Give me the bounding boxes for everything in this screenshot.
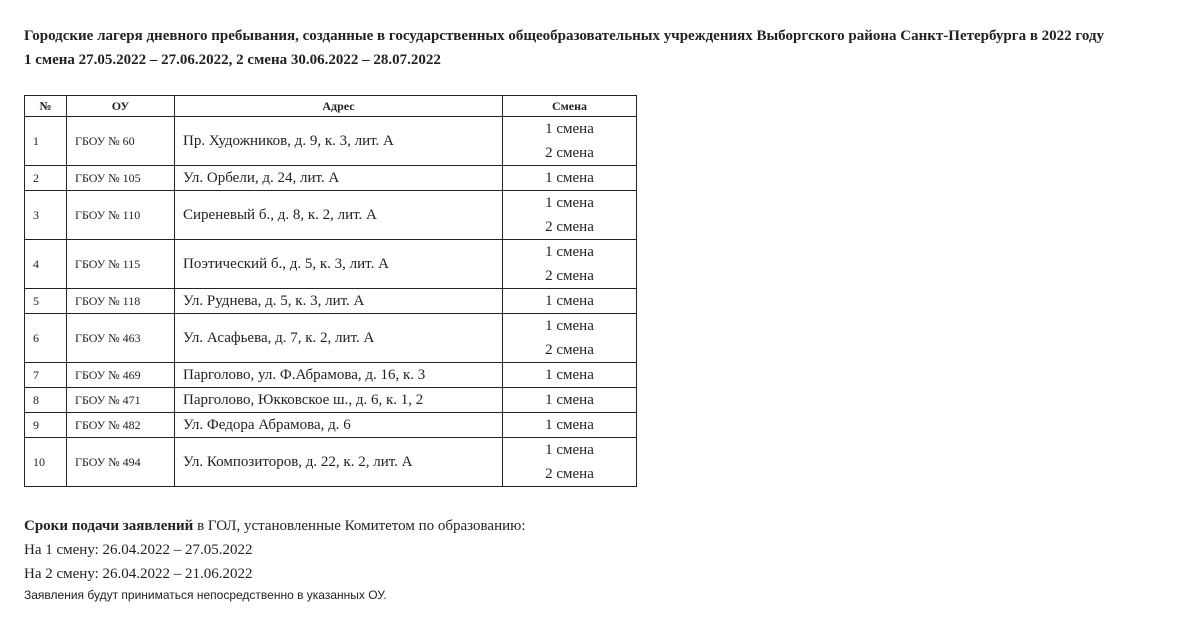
table-row bbox=[25, 363, 637, 388]
table-row bbox=[25, 314, 637, 363]
shift-label: 1 смена bbox=[545, 244, 594, 260]
table-row bbox=[25, 117, 637, 166]
shift-label: 1 смена bbox=[545, 195, 594, 211]
row-num: 4 bbox=[25, 240, 67, 289]
shift-label: 1 смена bbox=[545, 442, 594, 458]
table-row bbox=[25, 413, 637, 438]
row-shifts bbox=[503, 117, 637, 166]
deadlines-heading bbox=[24, 514, 526, 538]
page-title bbox=[24, 24, 1184, 72]
row-ou: ГБОУ № 118 bbox=[67, 289, 175, 314]
shift-label: 1 смена bbox=[545, 293, 594, 309]
row-shifts bbox=[503, 240, 637, 289]
header-shift: Смена bbox=[503, 96, 637, 117]
row-num: 8 bbox=[25, 388, 67, 413]
row-shifts bbox=[503, 388, 637, 413]
shift-label: 1 смена bbox=[545, 318, 594, 334]
shift-label: 2 смена bbox=[545, 268, 594, 284]
camps-table bbox=[24, 95, 637, 487]
row-address: Парголово, ул. Ф.Абрамова, д. 16, к. 3 bbox=[175, 363, 503, 388]
row-ou: ГБОУ № 471 bbox=[67, 388, 175, 413]
row-num: 5 bbox=[25, 289, 67, 314]
header-ou: ОУ bbox=[67, 96, 175, 117]
row-address: Ул. Композиторов, д. 22, к. 2, лит. А bbox=[175, 438, 503, 487]
deadlines-block bbox=[24, 514, 526, 586]
shift-label: 2 смена bbox=[545, 219, 594, 235]
row-ou: ГБОУ № 110 bbox=[67, 191, 175, 240]
row-shifts bbox=[503, 289, 637, 314]
table-row bbox=[25, 166, 637, 191]
shift-label: 1 смена bbox=[545, 392, 594, 408]
row-num: 7 bbox=[25, 363, 67, 388]
title-line-2: 1 смена 27.05.2022 – 27.06.2022, 2 смена 30.06.2022 – 28.07.2022 bbox=[24, 52, 441, 68]
row-ou: ГБОУ № 469 bbox=[67, 363, 175, 388]
row-num: 9 bbox=[25, 413, 67, 438]
deadlines-heading-bold: Сроки подачи заявлений bbox=[24, 518, 194, 534]
deadline-shift-2: На 2 смену: 26.04.2022 – 21.06.2022 bbox=[24, 566, 253, 582]
row-ou: ГБОУ № 60 bbox=[67, 117, 175, 166]
shift-label: 1 смена bbox=[545, 417, 594, 433]
shift-label: 2 смена bbox=[545, 145, 594, 161]
table-row bbox=[25, 191, 637, 240]
row-ou: ГБОУ № 463 bbox=[67, 314, 175, 363]
table-header-row bbox=[25, 96, 637, 117]
row-address: Пр. Художников, д. 9, к. 3, лит. А bbox=[175, 117, 503, 166]
row-ou: ГБОУ № 494 bbox=[67, 438, 175, 487]
row-address: Парголово, Юкковское ш., д. 6, к. 1, 2 bbox=[175, 388, 503, 413]
applications-note: Заявления будут приниматься непосредственно в указанных ОУ. bbox=[24, 588, 387, 602]
row-ou: ГБОУ № 105 bbox=[67, 166, 175, 191]
shift-label: 1 смена bbox=[545, 121, 594, 137]
shift-label: 1 смена bbox=[545, 170, 594, 186]
row-address: Ул. Асафьева, д. 7, к. 2, лит. А bbox=[175, 314, 503, 363]
table-row bbox=[25, 388, 637, 413]
shift-label: 2 смена bbox=[545, 342, 594, 358]
row-shifts bbox=[503, 438, 637, 487]
row-ou: ГБОУ № 482 bbox=[67, 413, 175, 438]
row-shifts bbox=[503, 191, 637, 240]
row-num: 3 bbox=[25, 191, 67, 240]
row-address: Сиреневый б., д. 8, к. 2, лит. А bbox=[175, 191, 503, 240]
row-address: Ул. Руднева, д. 5, к. 3, лит. А bbox=[175, 289, 503, 314]
shift-label: 2 смена bbox=[545, 466, 594, 482]
row-shifts bbox=[503, 314, 637, 363]
row-num: 10 bbox=[25, 438, 67, 487]
row-num: 1 bbox=[25, 117, 67, 166]
row-address: Ул. Федора Абрамова, д. 6 bbox=[175, 413, 503, 438]
row-num: 6 bbox=[25, 314, 67, 363]
row-shifts bbox=[503, 166, 637, 191]
row-address: Ул. Орбели, д. 24, лит. А bbox=[175, 166, 503, 191]
row-address: Поэтический б., д. 5, к. 3, лит. А bbox=[175, 240, 503, 289]
table-row bbox=[25, 438, 637, 487]
header-num: № bbox=[25, 96, 67, 117]
deadline-shift-1: На 1 смену: 26.04.2022 – 27.05.2022 bbox=[24, 542, 253, 558]
row-num: 2 bbox=[25, 166, 67, 191]
shift-label: 1 смена bbox=[545, 367, 594, 383]
deadlines-heading-rest: в ГОЛ, установленные Комитетом по образованию: bbox=[193, 518, 526, 534]
table-body bbox=[25, 117, 637, 487]
row-shifts bbox=[503, 413, 637, 438]
table-row bbox=[25, 240, 637, 289]
header-address: Адрес bbox=[175, 96, 503, 117]
row-shifts bbox=[503, 363, 637, 388]
table-row bbox=[25, 289, 637, 314]
row-ou: ГБОУ № 115 bbox=[67, 240, 175, 289]
title-line-1: Городские лагеря дневного пребывания, созданные в государственных общеобразовательных учреждениях Выборгского района Санкт-Петербурга в 2022 году bbox=[24, 28, 1105, 44]
